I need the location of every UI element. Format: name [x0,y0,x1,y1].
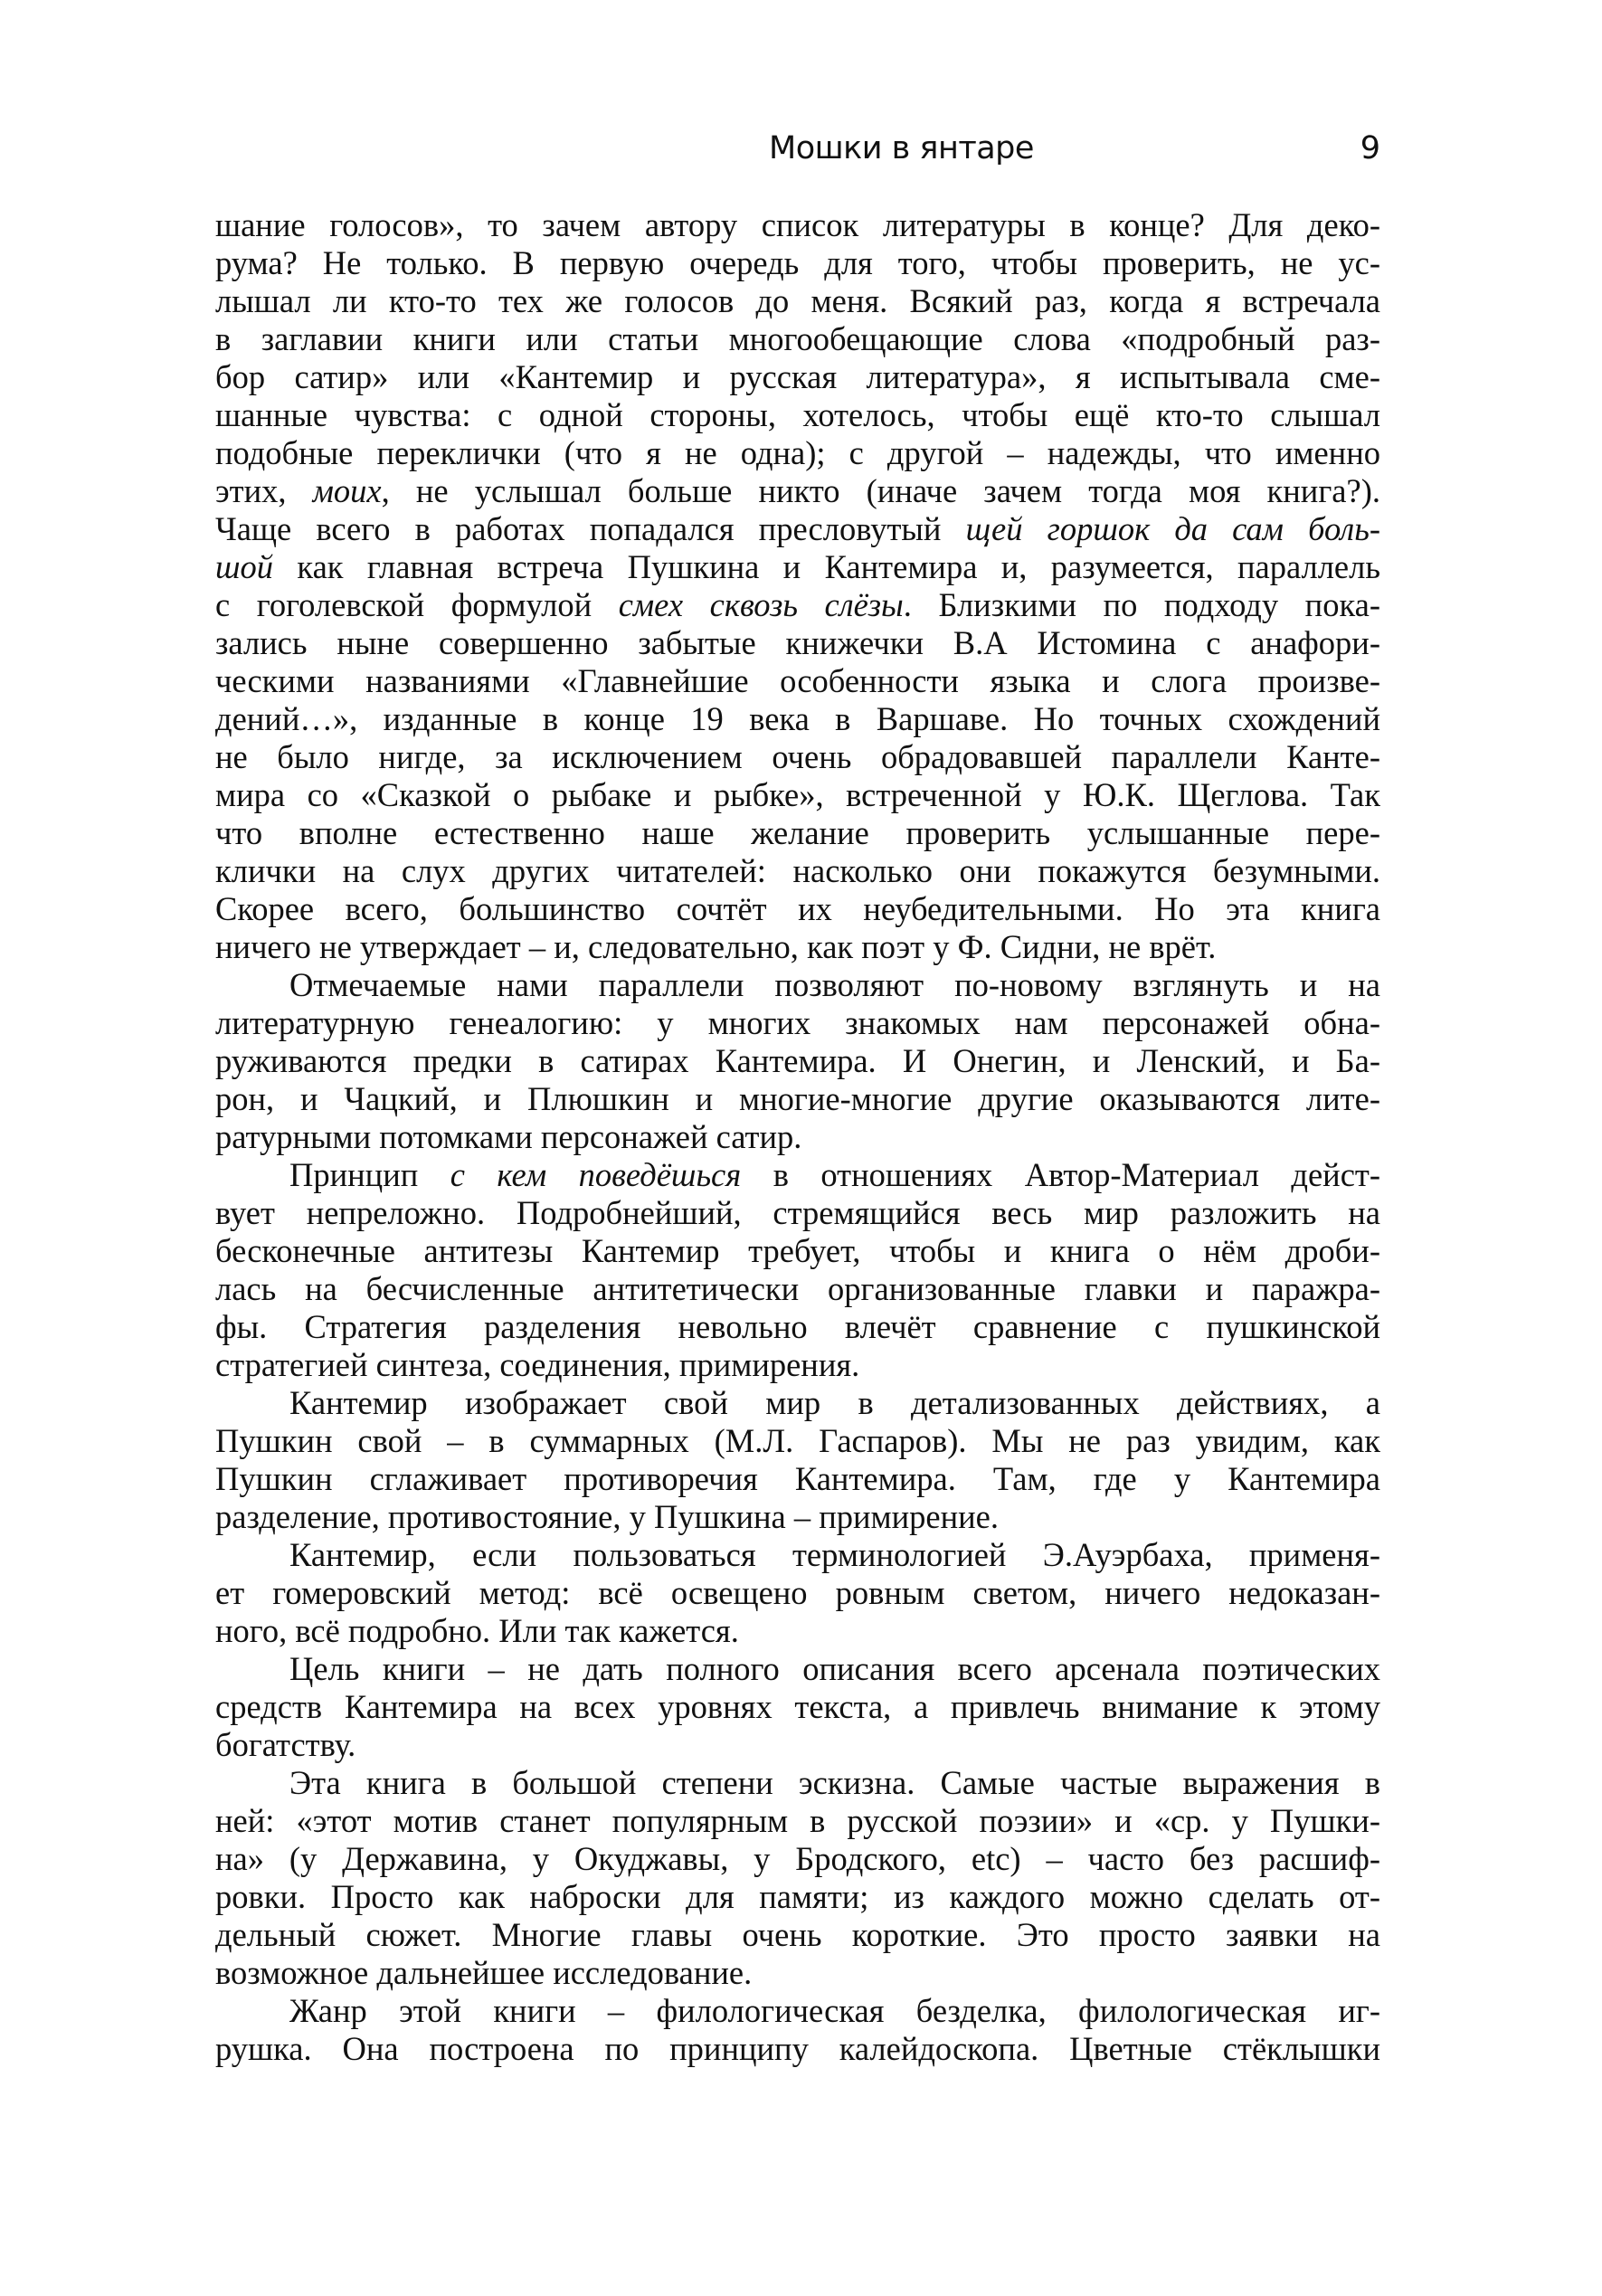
text-line [215,1346,1380,1384]
text-line [215,1080,1380,1118]
text-run: вует непреложно. Подробнейший, стремящийся весь мир разложить на [215,1194,1380,1231]
text-line [215,1308,1380,1346]
text-line [215,244,1380,282]
text-line [215,624,1380,662]
text-line [215,1118,1380,1156]
text-run: ет гомеровский метод: всё освещено ровным светом, ничего недоказан- [215,1574,1380,1611]
text-line [215,1004,1380,1042]
text-line [215,434,1380,472]
text-run: мира со «Сказкой о рыбаке и рыбке», встреченной у Ю.К. Щеглова. Так [215,776,1380,813]
text-run: дельный сюжет. Многие главы очень короткие. Это просто заявки на [215,1916,1380,1953]
text-line [215,1232,1380,1270]
italic-phrase: моих [312,472,382,509]
text-run: зались ныне совершенно забытые книжечки В.А Истомина с анафори- [215,624,1380,661]
text-line [215,966,1380,1004]
italic-phrase: шой [215,548,274,585]
text-line [215,1422,1380,1460]
text-line [215,510,1380,548]
text-run: клички на слух других читателей: насколько они покажутся безумными. [215,852,1380,889]
text-line [215,1916,1380,1954]
text-line [215,282,1380,320]
text-line [215,206,1380,244]
text-line [215,472,1380,510]
text-line [215,1384,1380,1422]
text-line [215,586,1380,624]
text-run: в заглавии книги или статьи многообещающие слова «подробный раз- [215,320,1380,357]
text-run: Кантемир, если пользоваться терминологией Э.Ауэрбаха, применя- [289,1536,1380,1573]
text-line [215,1840,1380,1878]
text-run: ней: «этот мотив станет популярным в русской поэзии» и «ср. у Пушки- [215,1802,1380,1839]
text-run: ного, всё подробно. Или так кажется. [215,1612,739,1649]
text-line [215,1992,1380,2030]
text-line [215,1650,1380,1688]
text-run: руживаются предки в сатирах Кантемира. И Онегин, и Ленский, и Ба- [215,1042,1380,1079]
text-run: ческими названиями «Главнейшие особенности языка и слога произве- [215,662,1380,699]
text-run: не было нигде, за исключением очень обрадовавшей параллели Канте- [215,738,1380,775]
text-line [215,700,1380,738]
text-line [215,548,1380,586]
text-run: литературную генеалогию: у многих знакомых нам персонажей обна- [215,1004,1380,1041]
text-run: , не услышал больше никто (иначе зачем тогда моя книга?). [381,472,1380,509]
text-run: средств Кантемира на всех уровнях текста, а привлечь внимание к этому [215,1688,1380,1725]
text-line [215,1954,1380,1992]
text-run: что вполне естественно наше желание проверить услышанные пере- [215,814,1380,851]
text-run: как главная встреча Пушкина и Кантемира и, разумеется, параллель [273,548,1380,585]
text-run: Отмечаемые нами параллели позволяют по-новому взглянуть и на [289,966,1380,1003]
text-run: возможное дальнейшее исследование. [215,1954,753,1991]
text-line [215,776,1380,814]
body-text [215,206,1380,2068]
text-line [215,1194,1380,1232]
text-line [215,1460,1380,1498]
text-line [215,814,1380,852]
text-line [215,1498,1380,1536]
text-line [215,1042,1380,1080]
text-run: Жанр этой книги – филологическая безделка, филологическая иг- [289,1992,1380,2029]
running-title: Мошки в янтаре [769,130,1034,166]
text-run: Чаще всего в работах попадался пресловутый [215,510,966,547]
text-run: Эта книга в большой степени эскизна. Самые частые выражения в [289,1764,1380,1801]
text-line [215,662,1380,700]
text-run: Скорее всего, большинство сочтёт их неубедительными. Но эта книга [215,890,1380,927]
text-run: рушка. Она построена по принципу калейдоскопа. Цветные стёклышки [215,2030,1380,2067]
text-line [215,396,1380,434]
italic-phrase: с кем поведёшься [450,1156,742,1193]
text-run: ничего не утверждает – и, следовательно, как поэт у Ф. Сидни, не врёт. [215,928,1217,965]
text-run: ровки. Просто как наброски для памяти; из каждого можно сделать от- [215,1878,1380,1915]
text-line [215,1726,1380,1764]
text-run: этих, [215,472,313,509]
text-run: рон, и Чацкий, и Плюшкин и многие-многие другие оказываются лите- [215,1080,1380,1117]
text-run: Пушкин свой – в суммарных (М.Л. Гаспаров). Мы не раз увидим, как [215,1422,1380,1459]
italic-phrase: смех сквозь слёзы [618,586,904,623]
text-line [215,1156,1380,1194]
text-run: шание голосов», то зачем автору список литературы в конце? Для деко- [215,206,1380,243]
text-run: лась на бесчисленные антитетически организованные главки и паражра- [215,1270,1380,1307]
italic-phrase: щей горшок да сам боль- [965,510,1380,547]
text-run: Цель книги – не дать полного описания всего арсенала поэтических [289,1650,1380,1687]
text-run: подобные переклички (что я не одна); с другой – надежды, что именно [215,434,1380,471]
text-run: рума? Не только. В первую очередь для того, чтобы проверить, не ус- [215,244,1380,281]
page-number: 9 [1360,130,1380,166]
text-run: бесконечные антитезы Кантемир требует, чтобы и книга о нём дроби- [215,1232,1380,1269]
running-header [215,128,1380,183]
text-run: Принцип [289,1156,450,1193]
text-run: с гоголевской формулой [215,586,619,623]
text-line [215,1764,1380,1802]
text-line [215,320,1380,358]
text-line [215,1688,1380,1726]
text-run: богатству. [215,1726,356,1763]
text-run: шанные чувства: с одной стороны, хотелось, чтобы ещё кто-то слышал [215,396,1380,433]
text-line [215,738,1380,776]
text-run: стратегией синтеза, соединения, примирения. [215,1346,860,1383]
text-line [215,1270,1380,1308]
text-line [215,928,1380,966]
text-run: Кантемир изображает свой мир в детализованных действиях, а [289,1384,1380,1421]
text-line [215,890,1380,928]
text-line [215,852,1380,890]
text-line [215,1612,1380,1650]
text-run: ратурными потомками персонажей сатир. [215,1118,802,1155]
text-run: бор сатир» или «Кантемир и русская литература», я испытывала сме- [215,358,1380,395]
text-run: фы. Стратегия разделения невольно влечёт сравнение с пушкинской [215,1308,1380,1345]
text-run: на» (у Державина, у Окуджавы, у Бродского, etc) – часто без расшиф- [215,1840,1380,1877]
text-run: лышал ли кто-то тех же голосов до меня. Всякий раз, когда я встречала [215,282,1380,319]
text-line [215,358,1380,396]
text-run: дений…», изданные в конце 19 века в Варшаве. Но точных схождений [215,700,1380,737]
text-run: . Близкими по подходу пока- [903,586,1381,623]
text-line [215,1574,1380,1612]
text-line [215,1878,1380,1916]
text-run: в отношениях Автор-Материал дейст- [741,1156,1380,1193]
text-line [215,2030,1380,2068]
text-run: Пушкин сглаживает противоречия Кантемира. Там, где у Кантемира [215,1460,1380,1497]
text-line [215,1536,1380,1574]
text-run: разделение, противостояние, у Пушкина – примирение. [215,1498,1000,1535]
text-line [215,1802,1380,1840]
